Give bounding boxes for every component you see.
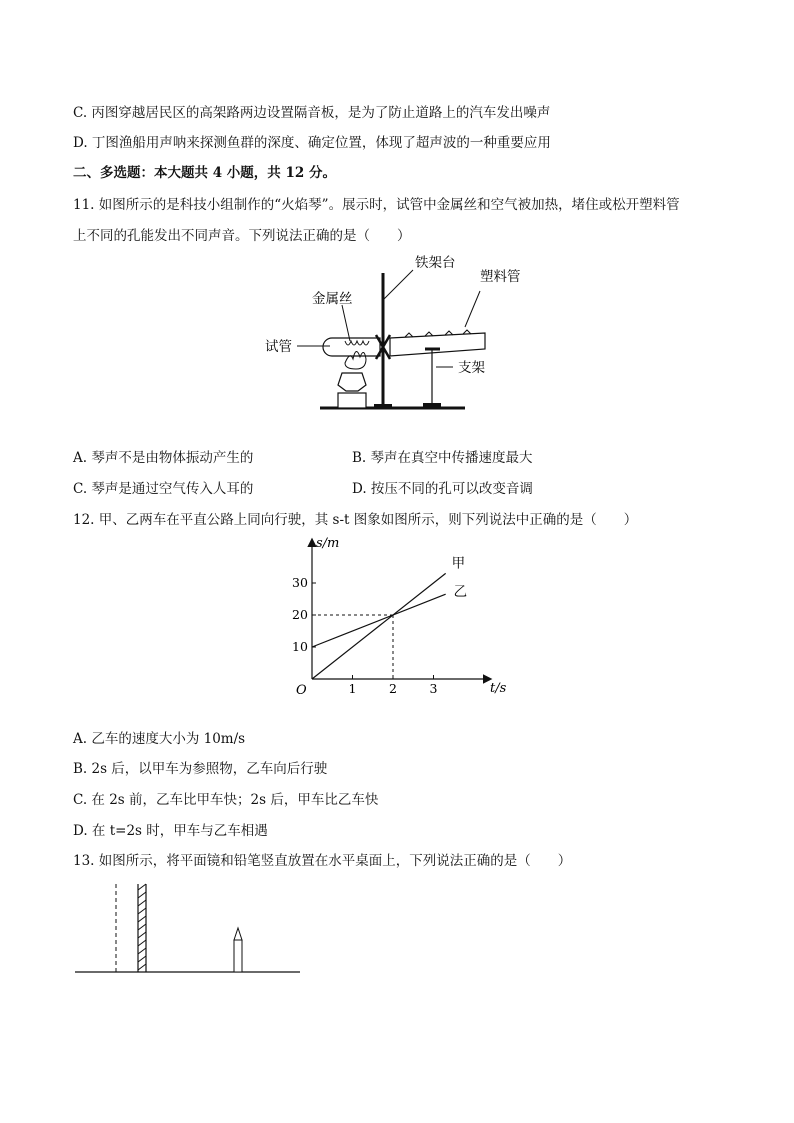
series-label-1: 乙 xyxy=(453,584,468,601)
q12-st-chart xyxy=(280,532,520,702)
q12-stem: 12. 甲、乙两车在平直公路上同向行驶，其 s-t 图象如图所示，则下列说法中正确的是（ ） xyxy=(73,512,638,528)
q11-option-b: B. 琴声在真空中传播速度最大 xyxy=(352,450,533,466)
q10-option-d: D. 丁图渔船用声呐来探测鱼群的深度、确定位置，体现了超声波的一种重要应用 xyxy=(73,135,551,151)
y-tick-label-30: 30 xyxy=(292,575,308,590)
q12-option-d: D. 在 t=2s 时，甲车与乙车相遇 xyxy=(73,823,268,839)
label-metal-wire: 金属丝 xyxy=(312,291,353,307)
pencil xyxy=(234,928,242,972)
x-axis-label: t/s xyxy=(490,681,507,696)
series-line-1 xyxy=(312,594,446,647)
y-axis-label: s/m xyxy=(316,536,340,551)
x-tick-label-1: 1 xyxy=(348,681,357,696)
q12-option-a: A. 乙车的速度大小为 10m/s xyxy=(73,731,246,747)
q12-option-b: B. 2s 后，以甲车为参照物，乙车向后行驶 xyxy=(73,761,328,777)
q11-stem-line2: 上不同的孔能发出不同声音。下列说法正确的是（ ） xyxy=(73,228,411,244)
q12-option-c: C. 在 2s 前，乙车比甲车快；2s 后，甲车比乙车快 xyxy=(73,792,379,808)
q11-option-d: D. 按压不同的孔可以改变音调 xyxy=(352,481,533,497)
series-line-0 xyxy=(312,573,446,679)
y-tick-label-20: 20 xyxy=(292,607,308,622)
q11-option-c: C. 琴声是通过空气传入人耳的 xyxy=(73,481,254,497)
label-iron-stand: 铁架台 xyxy=(415,255,456,271)
q11-stem-line1: 11. 如图所示的是科技小组制作的“火焰琴”。展示时，试管中金属丝和空气被加热，堵住或松开塑料管 xyxy=(73,197,680,213)
q13-stem: 13. 如图所示，将平面镜和铅笔竖直放置在水平桌面上，下列说法正确的是（ ） xyxy=(73,853,572,869)
alcohol-lamp xyxy=(338,373,366,391)
x-tick-label-3: 3 xyxy=(429,681,438,696)
label-support: 支架 xyxy=(458,360,485,376)
plane-mirror xyxy=(138,884,146,972)
origin-label: O xyxy=(296,683,307,698)
y-tick-label-10: 10 xyxy=(292,639,308,654)
q11-apparatus-figure xyxy=(250,245,521,415)
q11-option-a: A. 琴声不是由物体振动产生的 xyxy=(73,450,254,466)
q13-mirror-figure xyxy=(70,880,310,980)
label-test-tube: 试管 xyxy=(265,339,292,355)
series-label-0: 甲 xyxy=(451,555,466,572)
test-tube xyxy=(323,338,380,356)
q10-option-c: C. 丙图穿越居民区的高架路两边设置隔音板，是为了防止道路上的汽车发出噪声 xyxy=(73,105,551,121)
plastic-tube xyxy=(390,333,485,356)
x-tick-label-2: 2 xyxy=(389,681,397,696)
label-plastic-tube: 塑料管 xyxy=(480,269,521,285)
section-heading: 二、多选题：本大题共 4 小题，共 12 分。 xyxy=(73,165,336,181)
